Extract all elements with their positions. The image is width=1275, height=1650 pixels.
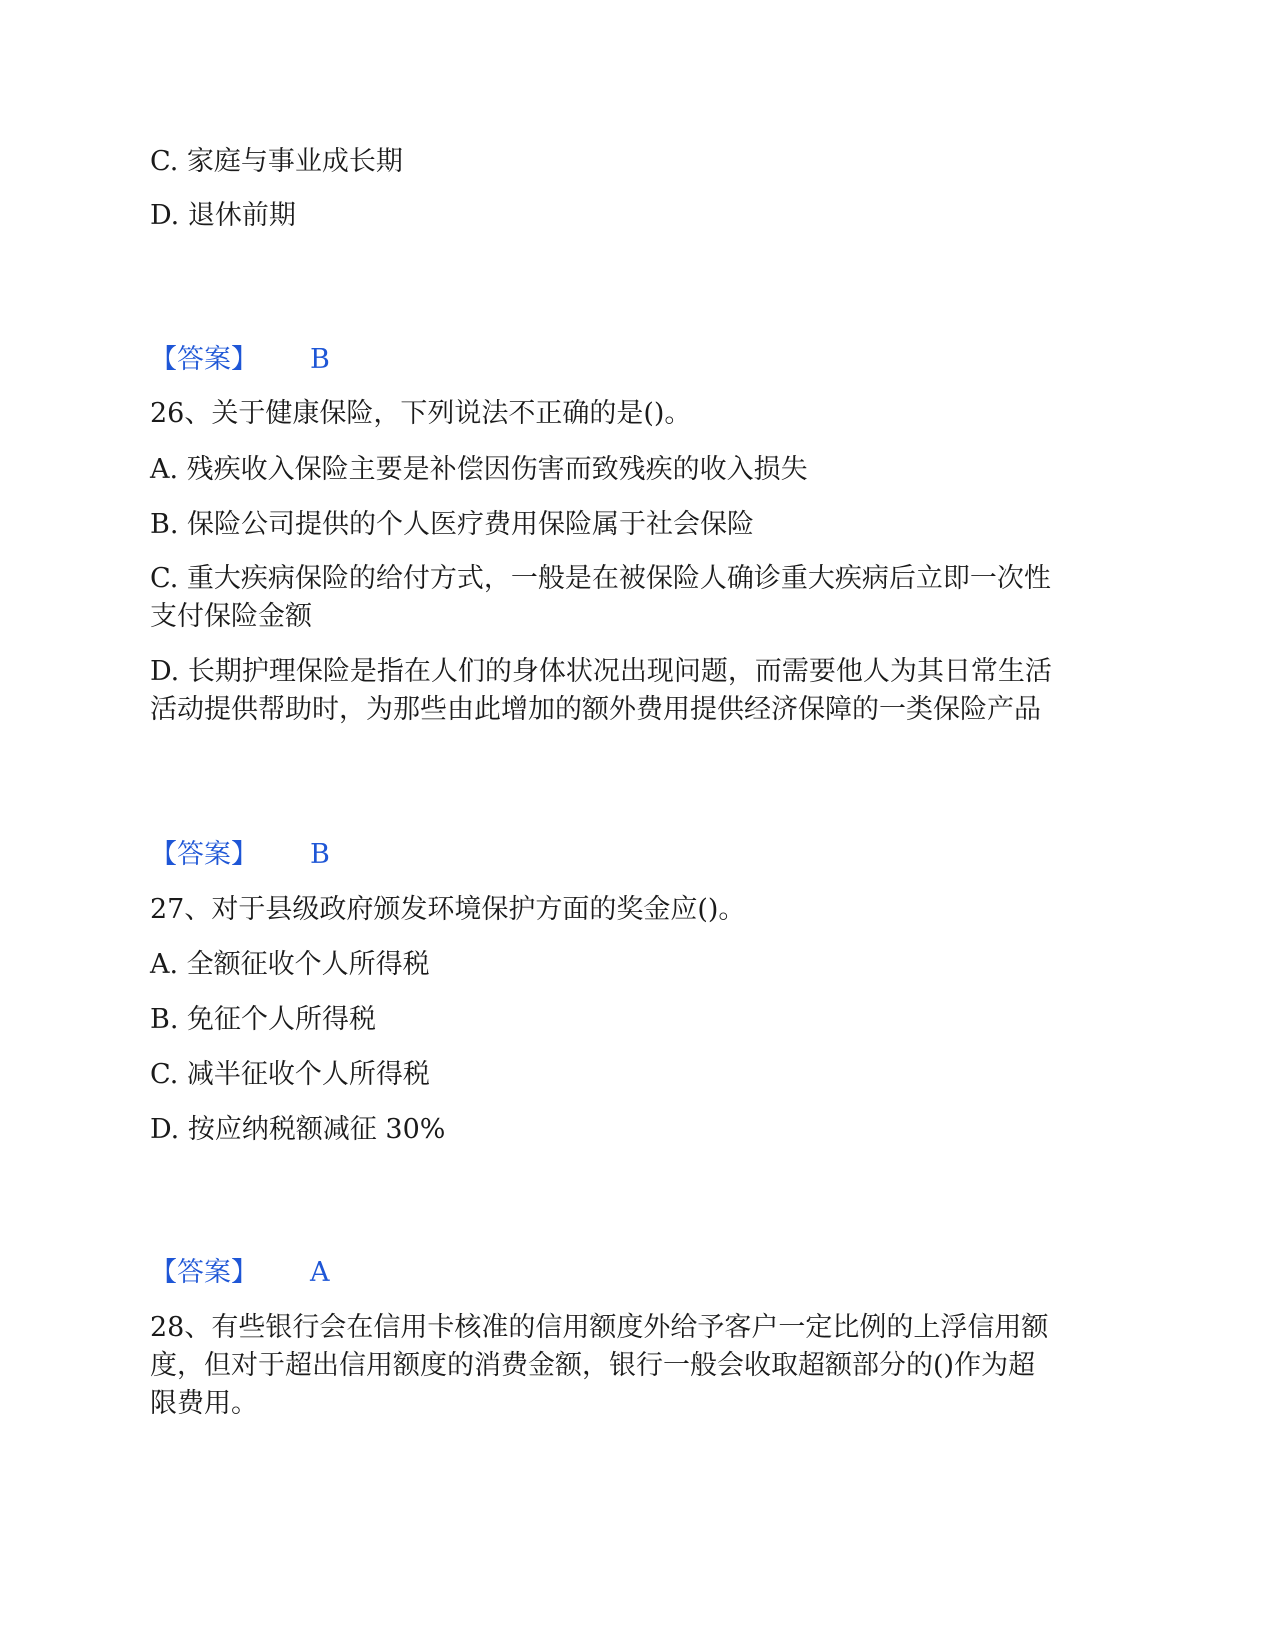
q27-question: 27、对于县级政府颁发环境保护方面的奖金应()。 xyxy=(150,894,746,925)
answer-value: A xyxy=(310,1257,330,1288)
q27-option-a: A. 全额征收个人所得税 xyxy=(150,949,430,980)
answer-label: 【答案】 xyxy=(150,1257,258,1288)
q27-option-b: B. 免征个人所得税 xyxy=(150,1004,377,1035)
q25-option-c: C. 家庭与事业成长期 xyxy=(150,146,403,177)
answer-label: 【答案】 xyxy=(150,839,258,870)
answer-value: B xyxy=(310,344,330,375)
q27-option-d: D. 按应纳税额减征 30% xyxy=(150,1114,446,1145)
q28-question-line3: 限费用。 xyxy=(150,1388,258,1419)
q26-answer xyxy=(150,835,1110,875)
q28-question-line1: 28、有些银行会在信用卡核准的信用额度外给予客户一定比例的上浮信用额 xyxy=(150,1312,1049,1343)
q25-answer xyxy=(150,340,1110,380)
q26-option-c-line1: C. 重大疾病保险的给付方式，一般是在被保险人确诊重大疾病后立即一次性 xyxy=(150,563,1051,594)
q26-option-d-line2: 活动提供帮助时，为那些由此增加的额外费用提供经济保障的一类保险产品 xyxy=(150,694,1041,725)
q25-option-d: D. 退休前期 xyxy=(150,200,296,231)
q27-option-c: C. 减半征收个人所得税 xyxy=(150,1059,430,1090)
q26-question: 26、关于健康保险，下列说法不正确的是()。 xyxy=(150,398,692,429)
q27-answer xyxy=(150,1253,1110,1293)
answer-value: B xyxy=(310,839,330,870)
q26-option-c-line2: 支付保险金额 xyxy=(150,601,312,632)
q26-option-d-line1: D. 长期护理保险是指在人们的身体状况出现问题，而需要他人为其日常生活 xyxy=(150,656,1052,687)
answer-label: 【答案】 xyxy=(150,344,258,375)
q26-option-a: A. 残疾收入保险主要是补偿因伤害而致残疾的收入损失 xyxy=(150,454,808,485)
q28-question-line2: 度，但对于超出信用额度的消费金额，银行一般会收取超额部分的()作为超 xyxy=(150,1350,1036,1381)
q26-option-b: B. 保险公司提供的个人医疗费用保险属于社会保险 xyxy=(150,509,755,540)
